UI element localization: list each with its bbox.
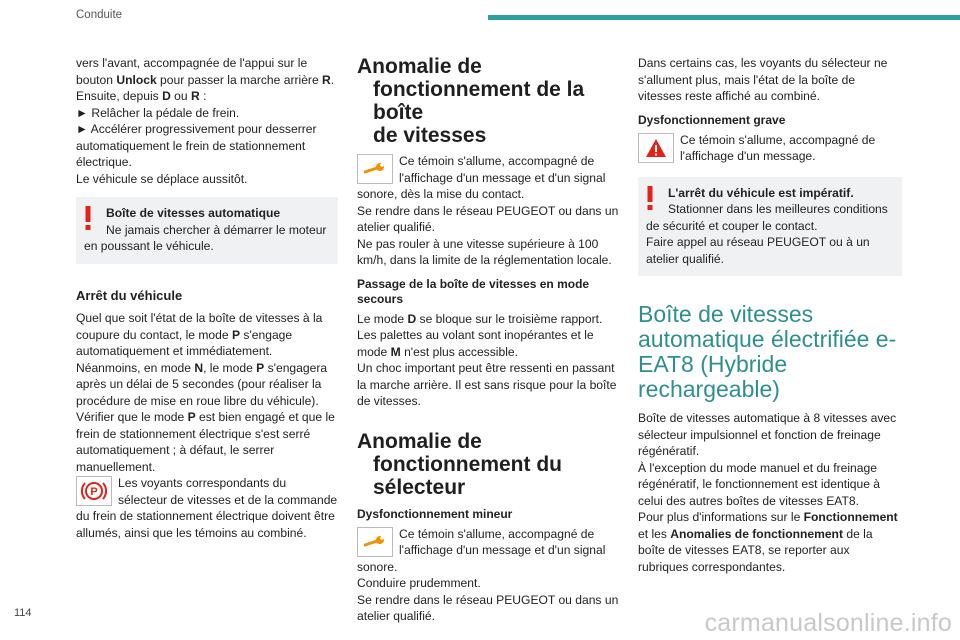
parking-brake-para: P Les voyants correspondants du sélecteur de vitesses et de la commande du frein de stationnement électrique doivent être allumés, ainsi que les témoins au combiné. bbox=[76, 476, 338, 540]
column-1 bbox=[76, 55, 338, 541]
section-title-gearbox-fault: Anomalie de fonctionnement de la boîte de vitesses bbox=[357, 55, 585, 147]
step-2: ► Accélérer progressivement pour desserrer automatiquement le frein de stationnement électrique. bbox=[76, 122, 317, 169]
minor-fault-heading: Dysfonctionnement mineur bbox=[357, 506, 513, 521]
watermark: carmanualsonline.info bbox=[704, 609, 952, 637]
column-2: Anomalie de fonctionnement de la boîte de vitesses Ce témoin s'allume, accompagné de l'affichage d'un message et d'un signal sonore, dès la mise du contact. Se rendre dans le réseau PEUGEOT ou dans un atelier qualifié. Ne pas rouler à une vitesse supérieure à 100 km/h, dans la limite de la réglementation locale. Passage de la boîte de vitesses en mode secours Le mode D se bloque sur le troisième rapport. Les palettes au volant sont inopérantes et le mode M n'est plus accessible. Un choc important peut être ressenti en passant la marche arrière. Il est sans risque pour la boîte de vitesses. Anomalie de fonctionnement du sélecteur Dysfonctionnement mineur Ce témoin s'allume, accompagné de l'affichage d'un message et d'un signal sonore. Conduire prudemment. Se rendre dans le réseau PEUGEOT ou dans un atelier qualifié. bbox=[357, 55, 619, 623]
intro-text: vers l'avant, accompagnée de l'appui sur le bouton Unlock pour passer la marche arrière R. bbox=[76, 56, 335, 87]
parking-brake-icon bbox=[76, 476, 112, 506]
svg-text:P: P bbox=[90, 486, 98, 498]
wrench-para-2: Ce témoin s'allume, accompagné de l'affichage d'un message et d'un signal sonore. bbox=[357, 526, 606, 574]
major-fault-heading: Dysfonctionnement grave bbox=[638, 112, 786, 127]
running-header: Conduite bbox=[76, 9, 123, 21]
warning-box bbox=[76, 197, 338, 264]
section-title-selector-fault: Anomalie de fonctionnement du sélecteur bbox=[357, 429, 562, 499]
exclamation-icon bbox=[647, 186, 653, 210]
stop-p3: Vérifier que le mode P est bien engagé et que le frein de stationnement électrique s'est serré automatiquement ; à défaut, le serrer manuellement. bbox=[76, 410, 335, 474]
then-line: Ensuite, depuis D ou R : bbox=[76, 89, 207, 103]
warning-box: L'arrêt du véhicule est impératif. Stationner dans les meilleures conditions de sécurité et couper le contact. Faire appel au réseau PEUGEOT ou à un atelier qualifié. bbox=[638, 177, 902, 277]
step-1: ► Relâcher la pédale de frein. bbox=[76, 105, 240, 120]
stop-heading: Arrêt du véhicule bbox=[76, 287, 183, 303]
wrench-icon bbox=[357, 527, 393, 557]
wrench-icon bbox=[357, 154, 393, 184]
warning-text: Ne jamais chercher à démarrer le moteur en poussant le véhicule. bbox=[84, 222, 327, 253]
exclamation-icon bbox=[85, 206, 91, 230]
page-number: 114 bbox=[14, 607, 32, 619]
e-eat8-title: Boîte de vitesses automatique électrifiée e-EAT8 (Hybride rechargeable) bbox=[638, 301, 897, 402]
warning-triangle-para: Ce témoin s'allume, accompagné de l'affichage d'un message. bbox=[638, 132, 902, 165]
stop-p1: Quel que soit l'état de la boîte de vitesses à la coupure du contact, le mode P s'engage automatiquement et immédiatement. bbox=[76, 311, 323, 358]
column-3: Dans certains cas, les voyants du sélecteur ne s'allument plus, mais l'état de la boîte de vitesses reste affiché au combiné. Dysfonctionnement grave Ce témoin s'allume, accompagné de l'affichage d'un message. L'arrêt du véhicule est impératif. Stationner dans les meilleures conditions de sécurité et couper le contact. Faire appel au réseau PEUGEOT ou à un atelier qualifié. Boîte de vitesses automatique électrifiée e-EAT8 (Hybride rechargeable) Boîte de vitesses automatique à 8 vitesses avec sélecteur impulsionnel et fonction de freinage régénératif. À l'exception du mode manuel et du freinage régénératif, le fonctionnement est identique à celui des autres boîtes de vitesses EAT8. Pour plus d'informations sur le Fonctionnement et les Anomalies de fonctionnement de la boîte de vitesses EAT8, se reporter aux rubriques correspondantes. bbox=[638, 55, 902, 575]
wrench-para-1: Ce témoin s'allume, accompagné de l'affichage d'un message et d'un signal sonore, dès la mise du contact. bbox=[357, 154, 606, 201]
stop-p2: Néanmoins, en mode N, le mode P s'engagera après un délai de 5 secondes (pour réaliser la procédure de mise en roue libre du véhicule). bbox=[76, 360, 328, 408]
warning-title: Boîte de vitesses automatique bbox=[106, 206, 281, 220]
header-rule bbox=[488, 15, 960, 20]
warning-triangle-icon bbox=[638, 133, 674, 163]
result-text: Le véhicule se déplace aussitôt. bbox=[76, 171, 248, 186]
fallback-mode-heading: Passage de la boîte de vitesses en mode secours bbox=[357, 276, 590, 306]
